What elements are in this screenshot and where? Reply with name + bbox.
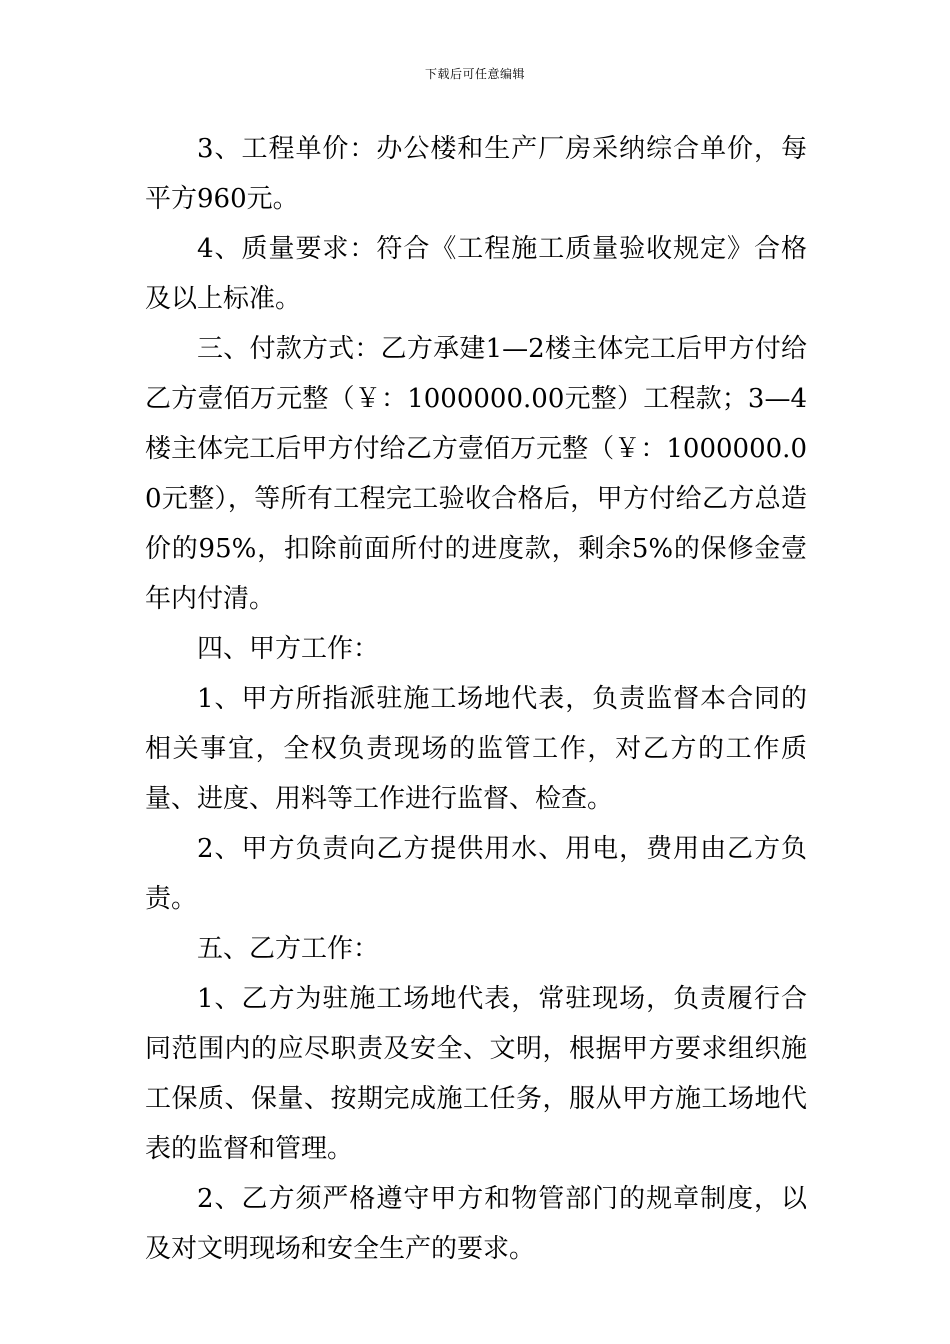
paragraph-party-a-duty-1: 1、甲方所指派驻施工场地代表，负责监督本合同的相关事宜，全权负责现场的监管工作，对乙方的工作质量、进度、用料等工作进行监督、检查。: [145, 684, 807, 814]
paragraph-unit-price: 3、工程单价：办公楼和生产厂房采纳综合单价，每平方960元。: [145, 134, 807, 214]
document-body: [145, 124, 807, 1274]
paragraph-payment-terms: 三、付款方式：乙方承建1—2楼主体完工后甲方付给乙方壹佰万元整（￥：1000000.00元整）工程款；3—4楼主体完工后甲方付给乙方壹佰万元整（￥：1000000.00元整），等所有工程完工验收合格后，甲方付给乙方总造价的95%，扣除前面所付的进度款，剩余5%的保修金壹年内付清。: [145, 334, 807, 614]
paragraph-quality-requirement: 4、质量要求：符合《工程施工质量验收规定》合格及以上标准。: [145, 234, 807, 314]
paragraph-party-b-duty-1: 1、乙方为驻施工场地代表，常驻现场，负责履行合同范围内的应尽职责及安全、文明，根据甲方要求组织施工保质、保量、按期完成施工任务，服从甲方施工场地代表的监督和管理。: [145, 984, 807, 1164]
section-heading-party-b-work: 五、乙方工作：: [197, 934, 380, 964]
paragraph-party-a-duty-2: 2、甲方负责向乙方提供用水、用电，费用由乙方负责。: [145, 834, 807, 914]
page-header: 下载后可任意编辑: [424, 67, 525, 81]
paragraph-party-b-duty-2: 2、乙方须严格遵守甲方和物管部门的规章制度，以及对文明现场和安全生产的要求。: [145, 1184, 807, 1264]
section-heading-party-a-work: 四、甲方工作：: [197, 634, 380, 664]
